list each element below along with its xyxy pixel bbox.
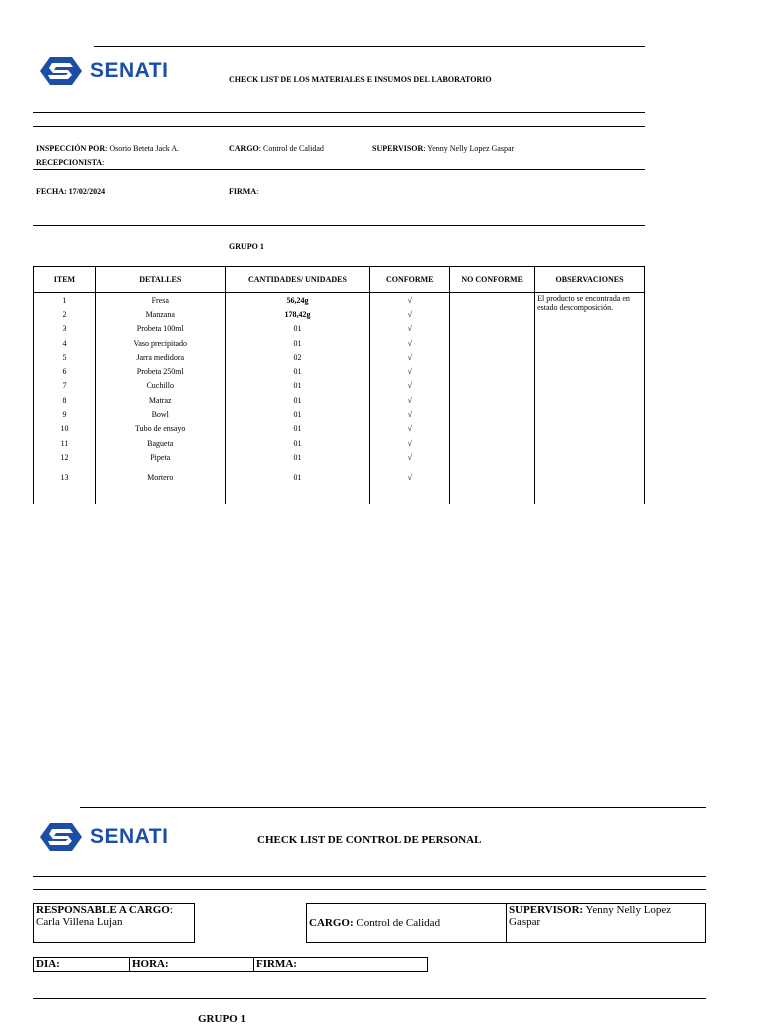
divider [33,225,645,226]
observaciones-cell: El producto se encontrada en estado descomposición. [535,293,645,504]
cargo-box: CARGO: Control de Calidad [306,903,507,943]
table-row: 8 Matraz 01 √ [34,393,645,407]
table-row: 9 Bowl 01 √ [34,407,645,421]
page-title: CHECK LIST DE LOS MATERIALES E INSUMOS DEL LABORATORIO [229,75,492,84]
divider [33,169,645,170]
supervisor-box: SUPERVISOR: Yenny Nelly Lopez Gaspar [506,903,706,943]
fecha-field: FECHA: 17/02/2024 [36,187,106,196]
brand-name: SENATI [90,59,169,82]
firma-field: FIRMA: [253,957,428,972]
header-item: ITEM [34,267,96,293]
divider [80,807,706,808]
table-row: 12 Pipeta 01 √ [34,450,645,464]
header-no-conforme: NO CONFORME [450,267,535,293]
cargo-field: CARGO: Control de Calidad [229,144,324,153]
table-row: 6 Probeta 250ml 01 √ [34,364,645,378]
divider [33,112,645,113]
header-observaciones: OBSERVACIONES [535,267,645,293]
responsable-box: RESPONSABLE A CARGO: Carla Villena Lujan [33,903,195,943]
header-detalles: DETALLES [95,267,225,293]
table-row: 10 Tubo de ensayo 01 √ [34,422,645,436]
brand-name: SENATI [90,825,169,848]
group-label: GRUPO 1 [229,242,264,251]
table-row: 13 Mortero 01 √ [34,465,645,490]
table-header-row [34,267,645,293]
supervisor-field: SUPERVISOR: Yenny Nelly Lopez Gaspar [372,144,515,153]
recepcionista-field: RECEPCIONISTA: [36,158,105,167]
page-title: CHECK LIST DE CONTROL DE PERSONAL [257,834,482,846]
divider [94,46,645,47]
table-row: 5 Jarra medidora 02 √ [34,350,645,364]
table-row: 3 Probeta 100ml 01 √ [34,322,645,336]
header-conforme: CONFORME [370,267,450,293]
divider [33,889,706,890]
divider [33,126,645,127]
hora-field: HORA: [129,957,254,972]
senati-logo-icon [38,55,84,87]
senati-logo-icon [38,821,84,853]
materials-table [33,266,645,504]
senati-logo [38,821,168,853]
header-cantidades: CANTIDADES/ UNIDADES [225,267,370,293]
table-row: 2 Manzana 178,42g √ [34,307,645,321]
table-row: 7 Cuchillo 01 √ [34,379,645,393]
inspeccion-field: INSPECCIÓN POR: Osorio Beteta Jack A. [36,144,180,153]
group-label: GRUPO 1 [198,1013,246,1025]
table-row: 1 Fresa 56,24g √ El producto se encontrada en estado descomposición. [34,293,645,308]
divider [33,998,706,999]
senati-logo [38,55,168,87]
table-row: 4 Vaso precipitado 01 √ [34,336,645,350]
dia-field: DIA: [33,957,130,972]
table-row: 11 Bagueta 01 √ [34,436,645,450]
divider [33,876,706,877]
firma-field: FIRMA: [229,187,259,196]
